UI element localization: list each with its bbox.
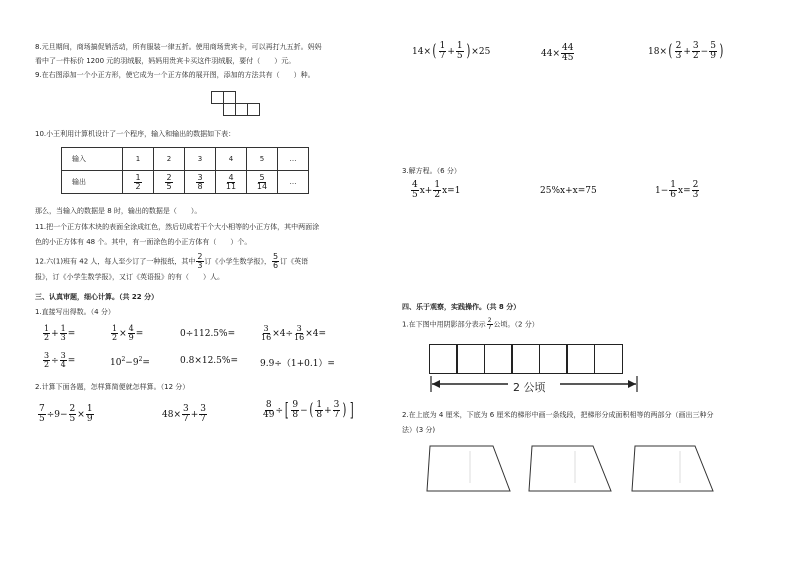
output-cell: $\frac{5}{14}$ bbox=[247, 171, 278, 194]
section4-p2-line2: 法）(3 分) bbox=[402, 426, 436, 434]
right-expr-1: 14×( $\frac{1}{7}$ + $\frac{1}{5}$ )×25 bbox=[412, 41, 491, 61]
trapezoid-figures bbox=[425, 443, 725, 495]
io-table bbox=[61, 147, 309, 194]
q11-line2: 色的小正方体有 48 个。其中，有一面涂色的小正方体有（ ）个。 bbox=[35, 238, 252, 246]
input-cell: … bbox=[278, 148, 309, 171]
oral-expr-4: $\frac{3}{16}$ ×4÷ $\frac{3}{16}$ ×4= bbox=[261, 324, 327, 342]
oral-expr-8: 9.9÷（1+0.1）= bbox=[260, 359, 335, 369]
input-cell: 1 bbox=[123, 148, 154, 171]
q8-line2: 看中了一件标价 1200 元的羽绒服，妈妈用贵宾卡买这件羽绒服，要付（ ）元。 bbox=[35, 57, 296, 65]
oral-expr-1: $\frac{1}{2}$ + $\frac{1}{3}$ = bbox=[44, 324, 76, 342]
equation-2: 25%x+x=75 bbox=[540, 186, 597, 196]
right-expr-2: 44× $\frac{44}{45}$ bbox=[541, 43, 574, 63]
output-label: 输出 bbox=[62, 171, 123, 194]
oral-expr-6: $10^2-9^2=$ bbox=[110, 356, 150, 368]
hectare-grid bbox=[430, 344, 623, 374]
equation-section-title: 3.解方程。（6 分） bbox=[402, 167, 461, 175]
output-cell: $\frac{2}{5}$ bbox=[154, 171, 185, 194]
oral-expr-7: 0.8×12.5%= bbox=[180, 356, 238, 366]
input-cell: 2 bbox=[154, 148, 185, 171]
q10-title: 10.小王利用计算机设计了一个程序，输入和输出的数据如下表： bbox=[35, 130, 236, 138]
q9-text: 9.在右图添加一个小正方形，使它成为一个正方体的展开图，添加的方法共有（ ）种。 bbox=[35, 71, 315, 79]
oral-expr-5: $\frac{3}{2}$ ÷ $\frac{3}{4}$ = bbox=[44, 351, 76, 369]
q11-line1: 11.把一个正方体木块的表面全涂成红色，然后切成若干个大小相等的小正方体，其中两面涂 bbox=[35, 223, 320, 231]
hectare-label: 2 公顷 bbox=[513, 381, 546, 394]
input-cell: 4 bbox=[216, 148, 247, 171]
section4-p1: 1.在下图中用阴影部分表示 $\frac{2}{7}$ 公顷。（2 分） bbox=[402, 317, 539, 331]
output-cell: $\frac{3}{8}$ bbox=[185, 171, 216, 194]
calc-expr-1: $\frac{7}{5}$ ÷9− $\frac{2}{5}$ × $\frac{1}{9}$ bbox=[39, 404, 93, 424]
equation-3: 1− $\frac{1}{6}$ x= $\frac{2}{3}$ bbox=[655, 180, 699, 200]
output-cell: … bbox=[278, 171, 309, 194]
calc-expr-3: $\frac{8}{49}$ ÷[ $\frac{9}{8}$ −( $\frac{1}{8}$ + $\frac{3}{7}$ ) ] bbox=[263, 399, 354, 421]
q12-line1: 12.六(1)班有 42 人，每人至少订了一种报纸，其中 $\frac{2}{3}$ 订《小学生数学报》， $\frac{5}{6}$ 订《英语 bbox=[35, 252, 309, 270]
output-cell: $\frac{1}{2}$ bbox=[123, 171, 154, 194]
q10-after: 那么，当输入的数据是 8 时，输出的数据是（ ）。 bbox=[35, 207, 202, 215]
section3-p1: 1.直接写出得数。（4 分） bbox=[35, 308, 115, 316]
section3-title: 三、认真审题，细心计算。（共 22 分） bbox=[35, 293, 159, 301]
input-cell: 3 bbox=[185, 148, 216, 171]
input-cell: 5 bbox=[247, 148, 278, 171]
input-label: 输入 bbox=[62, 148, 123, 171]
output-cell: $\frac{4}{11}$ bbox=[216, 171, 247, 194]
section4-p2-line1: 2.在上底为 4 厘米，下底为 6 厘米的梯形中画一条线段，把梯形分成面积相等的两部分（画出三种分 bbox=[402, 411, 714, 419]
calc-expr-2: 48× $\frac{3}{7}$ + $\frac{3}{7}$ bbox=[162, 404, 207, 424]
oral-expr-2: $\frac{1}{2}$ × $\frac{4}{9}$ = bbox=[112, 324, 144, 342]
section3-p2: 2.计算下面各题，怎样算简便就怎样算。（12 分） bbox=[35, 383, 190, 391]
q12-line2: 报》，订《小学生数学报》，又订《英语报》的有（ ）人。 bbox=[35, 273, 224, 281]
equation-1: $\frac{4}{5}$ x+ $\frac{1}{2}$ x=1 bbox=[412, 180, 461, 200]
section4-title: 四、乐于观察，实践操作。（共 8 分） bbox=[402, 303, 521, 311]
right-expr-3: 18×( $\frac{2}{3}$ + $\frac{3}{2}$ − $\frac{5}{9}$ ) bbox=[648, 41, 724, 61]
oral-expr-3: 0÷112.5%= bbox=[180, 329, 236, 339]
q8-line1: 8.元旦期间，商场搞促销活动，所有服装一律五折。使用商场贵宾卡，可以再打九五折。妈妈 bbox=[35, 43, 322, 51]
